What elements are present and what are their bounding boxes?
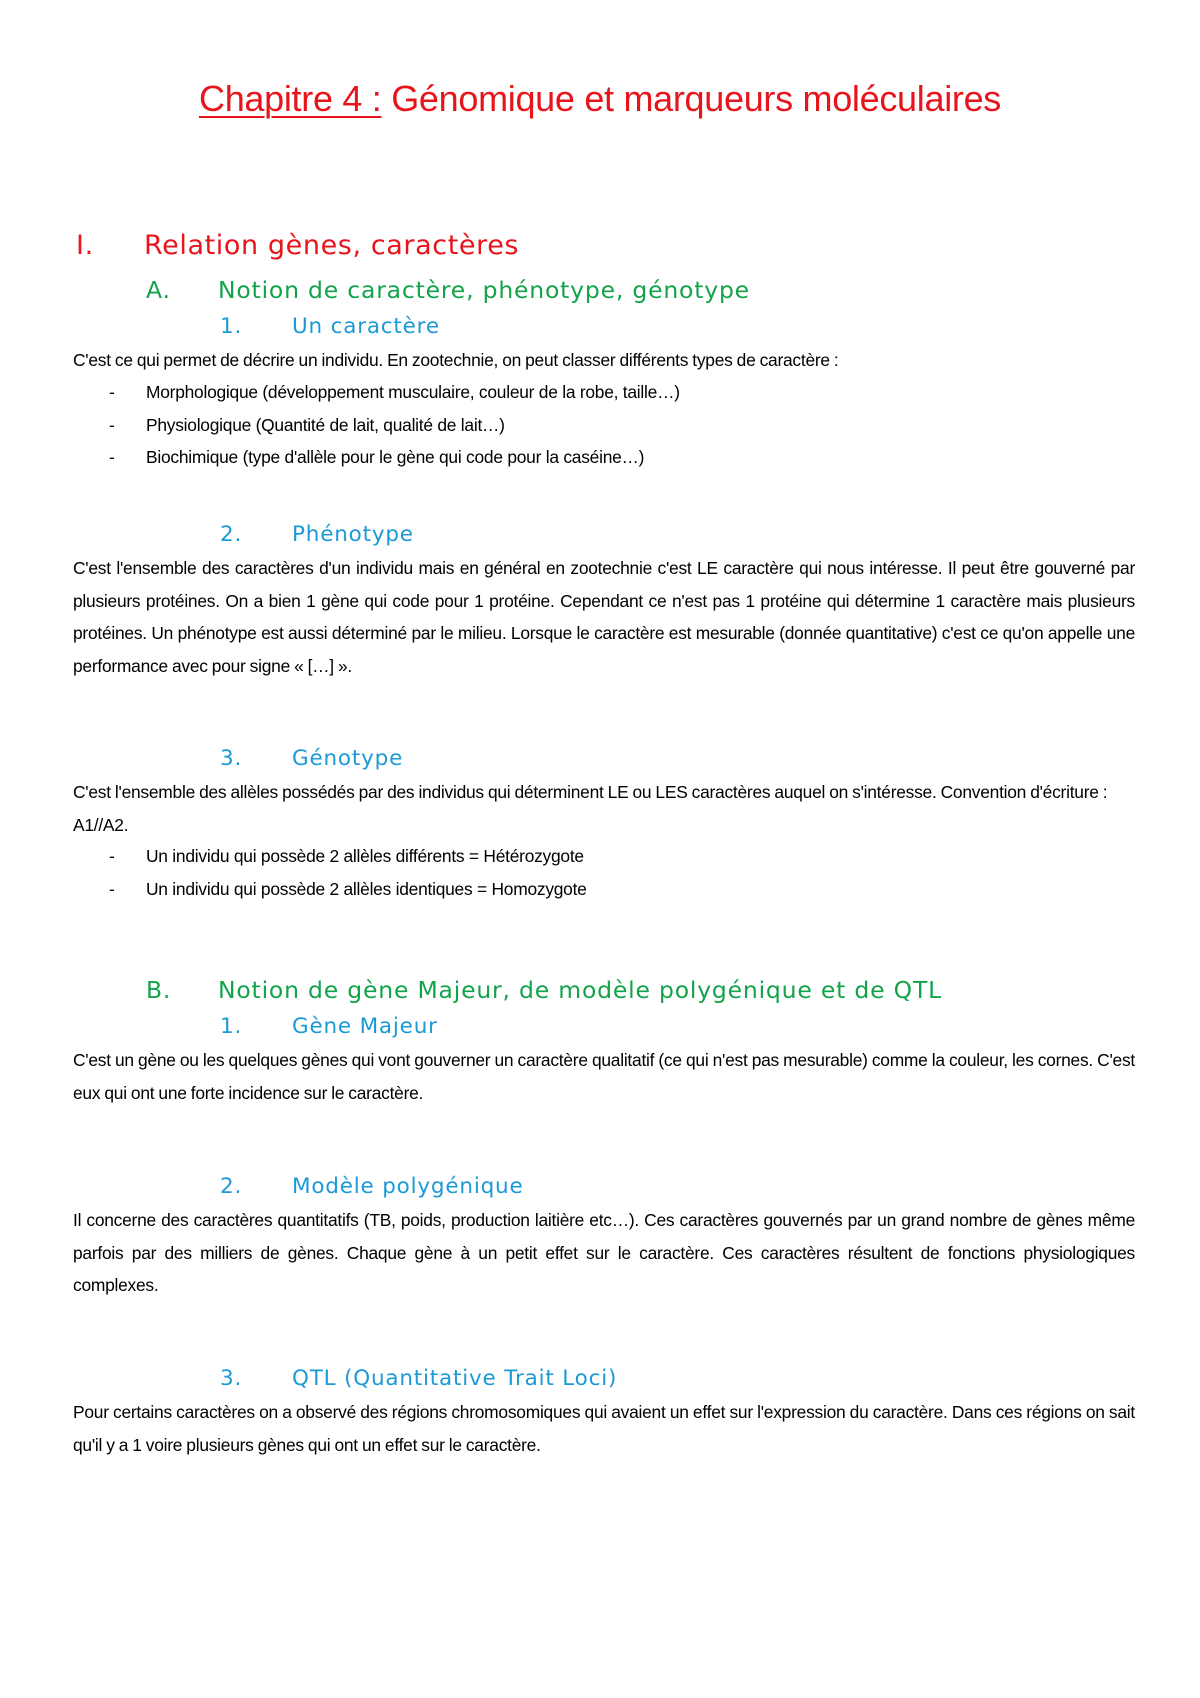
a3-paragraph: C'est l'ensemble des allèles possédés par des individus qui déterminent LE ou LES caractères auquel on s'intéresse. Convention d'écriture : A1//A2. <box>73 782 1108 835</box>
b2-number: 2. <box>220 1174 243 1199</box>
section-1-number: I. <box>76 230 94 261</box>
b2-paragraph: Il concerne des caractères quantitatifs (TB, poids, production laitière etc…). Ces caractères gouvernés par un grand nombre de gènes même parfois par des milliers de gènes. Chaque gène à un petit effet sur le caractère. Ces caractères résultent de fonctions physiologiques complexes. <box>73 1210 1135 1295</box>
section-1-title: Relation gènes, caractères <box>144 230 520 261</box>
title-chapter: Chapitre 4 : <box>199 78 382 119</box>
page-title <box>0 78 1200 120</box>
bullet-text: Morphologique (développement musculaire, couleur de la robe, taille…) <box>146 382 680 402</box>
subsection-b-title: Notion de gène Majeur, de modèle polygénique et de QTL <box>218 976 942 1004</box>
a1-bullet-list <box>73 376 1135 474</box>
a1-number: 1. <box>220 314 243 339</box>
list-item: - Physiologique (Quantité de lait, qualité de lait…) <box>109 414 505 435</box>
list-item: - Biochimique (type d'allèle pour le gène qui code pour la caséine…) <box>109 447 645 467</box>
list-item: - Morphologique (développement musculaire, couleur de la robe, taille…) <box>109 382 680 402</box>
subsection-a-title: Notion de caractère, phénotype, génotype <box>218 276 750 304</box>
bullet-text: Un individu qui possède 2 allèles différents = Hétérozygote <box>146 846 584 866</box>
a3-bullet-list <box>73 840 1135 905</box>
b3-number: 3. <box>220 1366 243 1391</box>
list-item: - Un individu qui possède 2 allèles identiques = Homozygote <box>109 878 587 899</box>
list-item: - Un individu qui possède 2 allèles différents = Hétérozygote <box>109 846 584 866</box>
b3-title: QTL (Quantitative Trait Loci) <box>292 1366 618 1391</box>
bullet-text: Physiologique (Quantité de lait, qualité de lait…) <box>146 414 505 435</box>
b1-title: Gène Majeur <box>292 1014 438 1039</box>
title-rest: Génomique et marqueurs moléculaires <box>381 78 1001 119</box>
b2-title: Modèle polygénique <box>292 1174 524 1199</box>
subsection-a-number: A. <box>146 276 171 304</box>
a2-title: Phénotype <box>292 522 414 547</box>
bullet-text: Biochimique (type d'allèle pour le gène qui code pour la caséine…) <box>146 447 645 467</box>
b1-number: 1. <box>220 1014 243 1039</box>
bullet-text: Un individu qui possède 2 allèles identiques = Homozygote <box>146 878 587 899</box>
a2-number: 2. <box>220 522 243 547</box>
a3-title: Génotype <box>292 746 404 771</box>
a3-number: 3. <box>220 746 243 771</box>
a2-paragraph: C'est l'ensemble des caractères d'un individu mais en général en zootechnie c'est LE caractère qui nous intéresse. Il peut être gouverné par plusieurs protéines. On a bien 1 gène qui code pour 1 protéine. Cependant ce n'est pas 1 protéine qui détermine 1 caractère mais plusieurs protéines. Un phénotype est aussi déterminé par le milieu. Lorsque le caractère est mesurable (donnée quantitative) c'est ce qu'on appelle une performance avec pour signe « […] ». <box>73 558 1135 676</box>
a1-title: Un caractère <box>292 314 440 339</box>
b1-paragraph: C'est un gène ou les quelques gènes qui vont gouverner un caractère qualitatif (ce qui n'est pas mesurable) comme la couleur, les cornes. C'est eux qui ont une forte incidence sur le caractère. <box>73 1050 1135 1103</box>
a1-intro: C'est ce qui permet de décrire un individu. En zootechnie, on peut classer différents types de caractère : <box>73 350 839 370</box>
b3-paragraph: Pour certains caractères on a observé des régions chromosomiques qui avaient un effet sur l'expression du caractère. Dans ces régions on sait qu'il y a 1 voire plusieurs gènes qui ont un effet sur le caractère. <box>73 1402 1135 1455</box>
subsection-b-number: B. <box>146 976 172 1004</box>
